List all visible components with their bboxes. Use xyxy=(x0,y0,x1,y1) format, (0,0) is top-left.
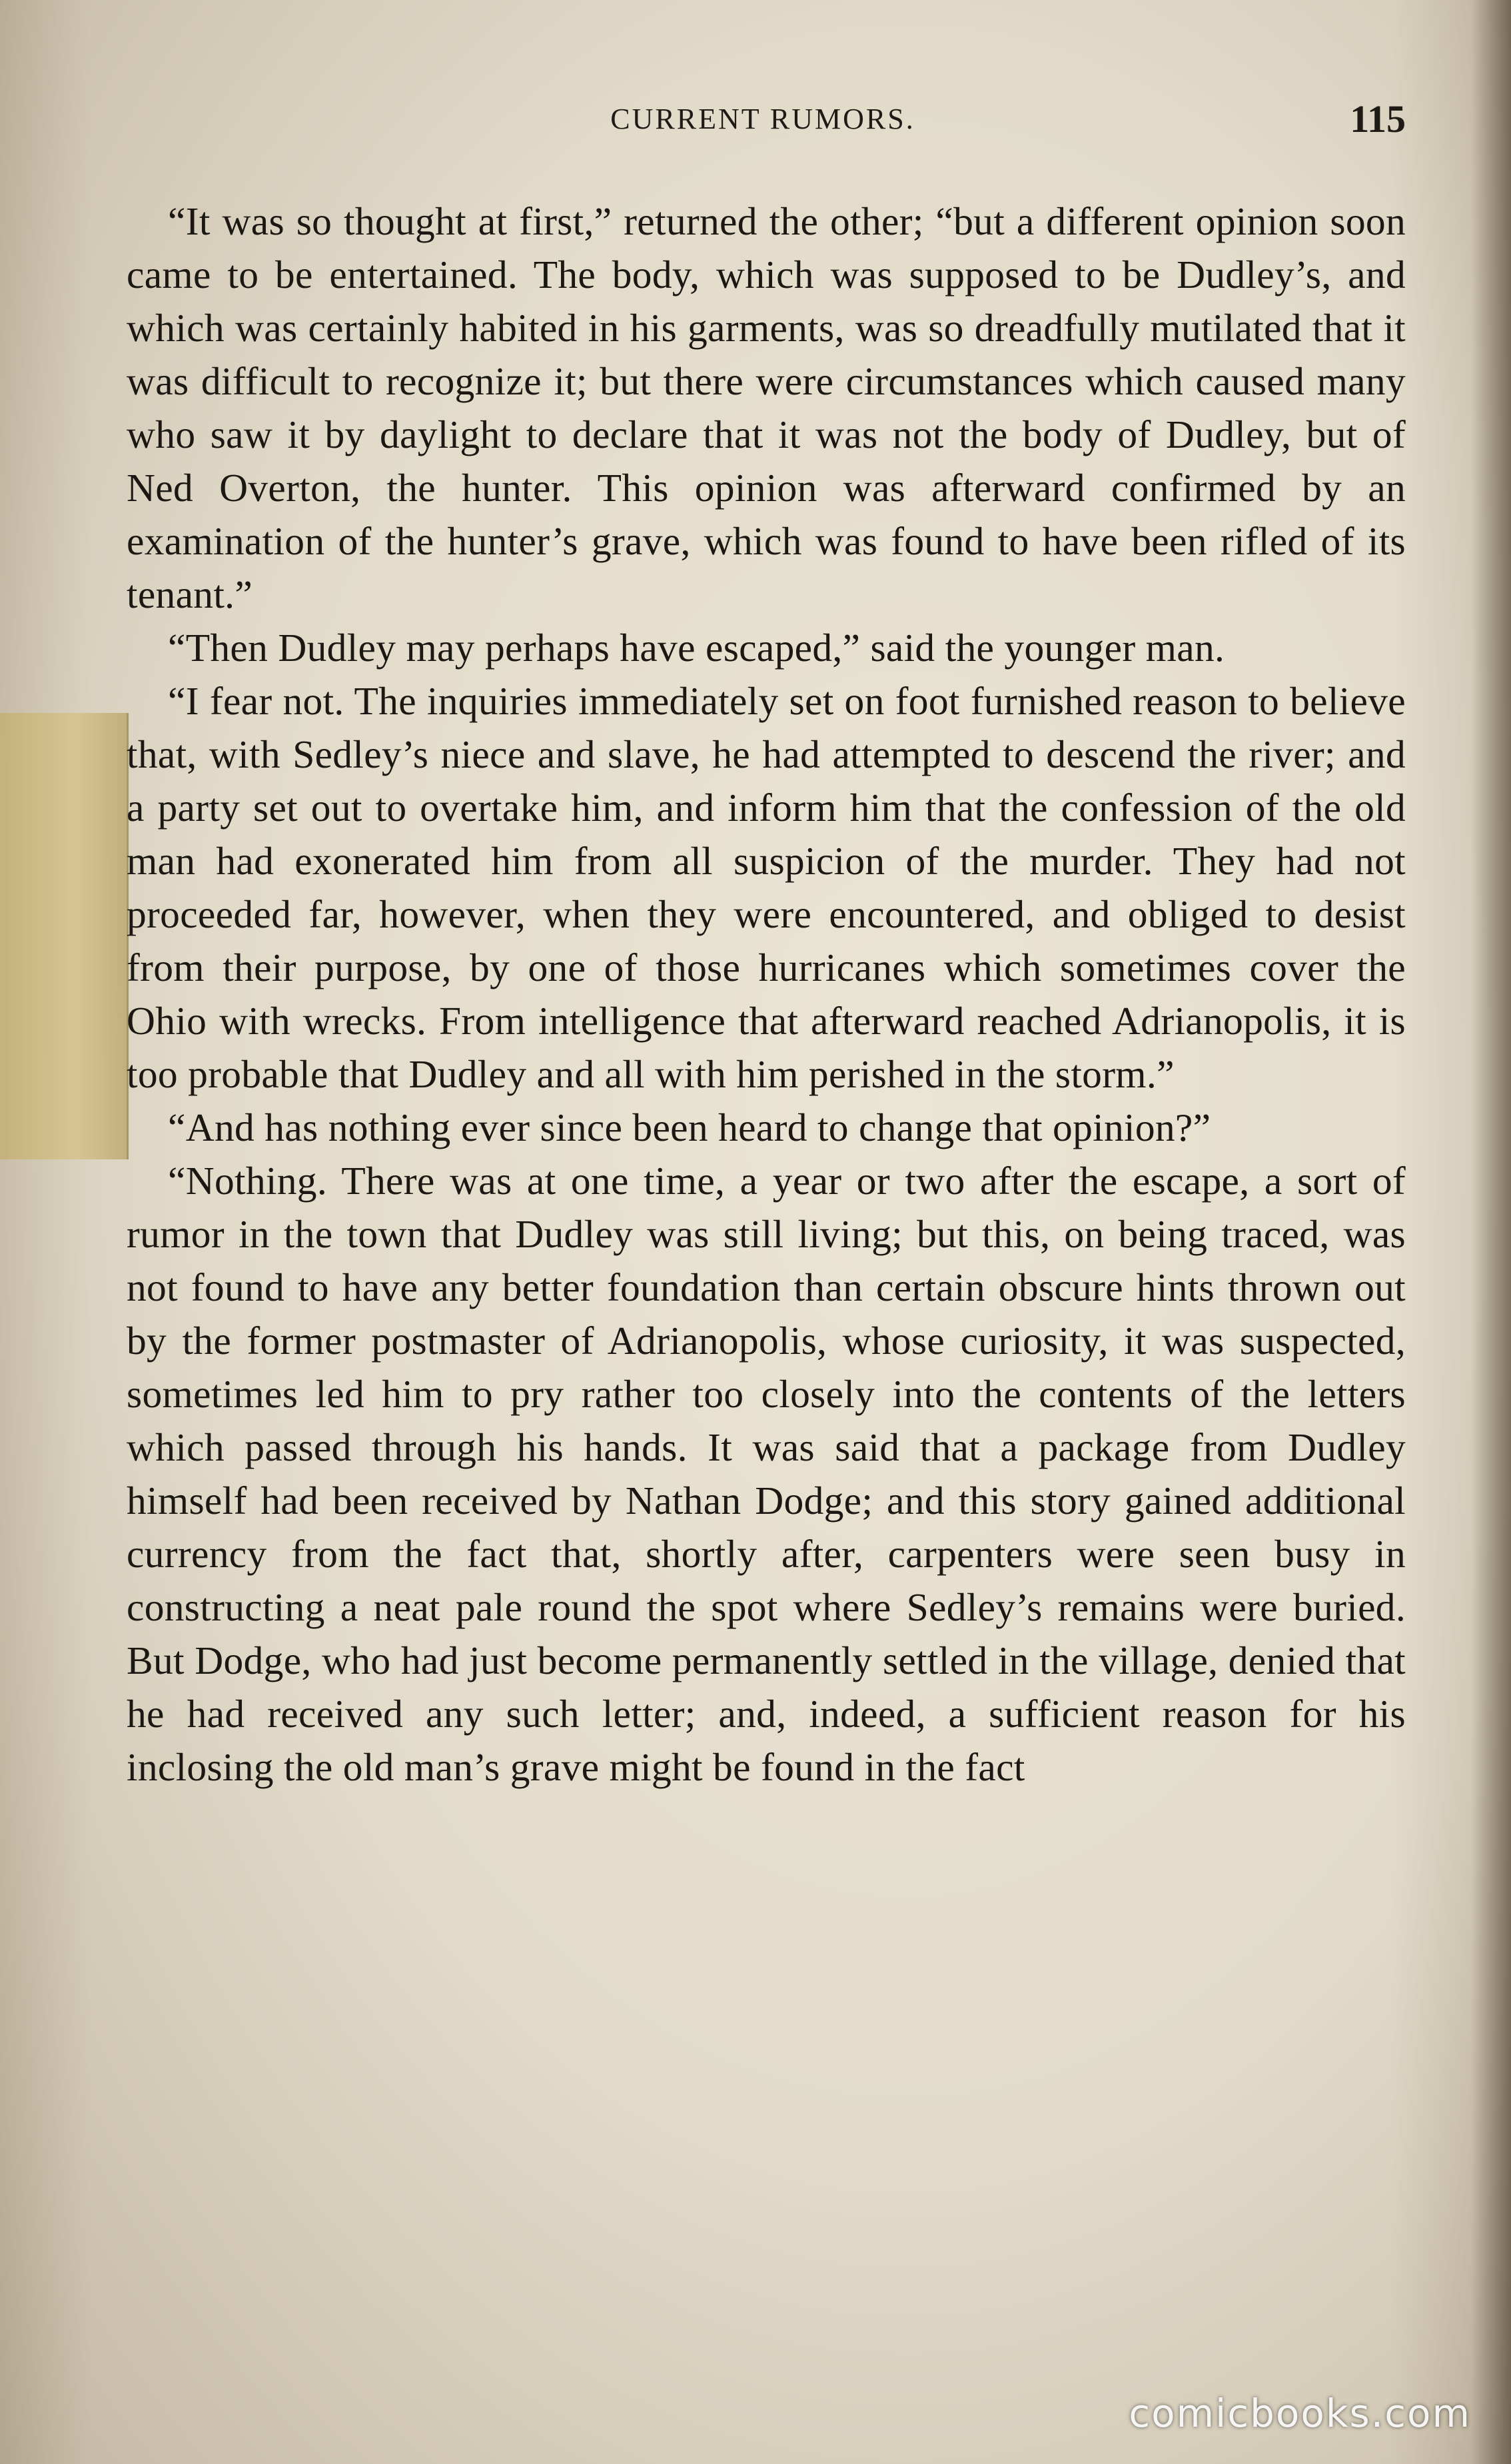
page-header xyxy=(120,97,1406,143)
page-number: 115 xyxy=(1350,97,1406,141)
body-text xyxy=(127,195,1406,1794)
paragraph: “Then Dudley may perhaps have escaped,” said the younger man. xyxy=(168,626,1225,670)
paragraph: “And has nothing ever since been heard to change that opinion?” xyxy=(168,1105,1211,1149)
running-head: CURRENT RUMORS. xyxy=(610,103,915,135)
paragraph: “Nothing. There was at one time, a year or two after the escape, a sort of rumor in the town that Dudley was still living; but this, on being traced, was not found to have any better foundation than certain obscure hints thrown out by the former postmaster of Adrianopolis, whose curiosity, it was suspected, sometimes led him to pry rather too closely into the contents of the letters which passed through his hands. It was said that a package from Dudley himself had been received by Nathan Dodge; and this story gained additional currency from the fact that, shortly after, carpenters were seen busy in constructing a neat pale round the spot where Sedley’s remains were buried. But Dodge, who had just become permanently settled in the village, denied that he had received any such letter; and, indeed, a sufficient reason for his inclosing the old man’s grave might be found in the fact xyxy=(127,1159,1406,1789)
paragraph: “I fear not. The inquiries immediately set on foot furnished reason to believe that, with Sedley’s niece and slave, he had attempted to descend the river; and a party set out to overtake him, and inform him that the confession of the old man had exonerated him from all suspicion of the murder. They had not proceeded far, however, when they were encountered, and obliged to desist from their purpose, by one of those hurricanes which sometimes cover the Ohio with wrecks. From intelligence that afterward reached Adrianopolis, it is too probable that Dudley and all with him perished in the storm.” xyxy=(127,679,1406,1096)
paragraph: “It was so thought at first,” returned the other; “but a different opinion soon came to be entertained. The body, which was supposed to be Dudley’s, and which was certainly habited in his garments, was so dreadfully mutilated that it was difficult to recognize it; but there were circumstances which caused many who saw it by daylight to declare that it was not the body of Dudley, but of Ned Overton, the hunter. This opinion was afterward confirmed by an examination of the hunter’s grave, which was found to have been rifled of its tenant.” xyxy=(127,199,1406,616)
tape-strip xyxy=(0,713,129,1159)
page-edge-shadow xyxy=(1471,0,1511,2464)
watermark: comicbooks.com xyxy=(1129,2391,1471,2436)
